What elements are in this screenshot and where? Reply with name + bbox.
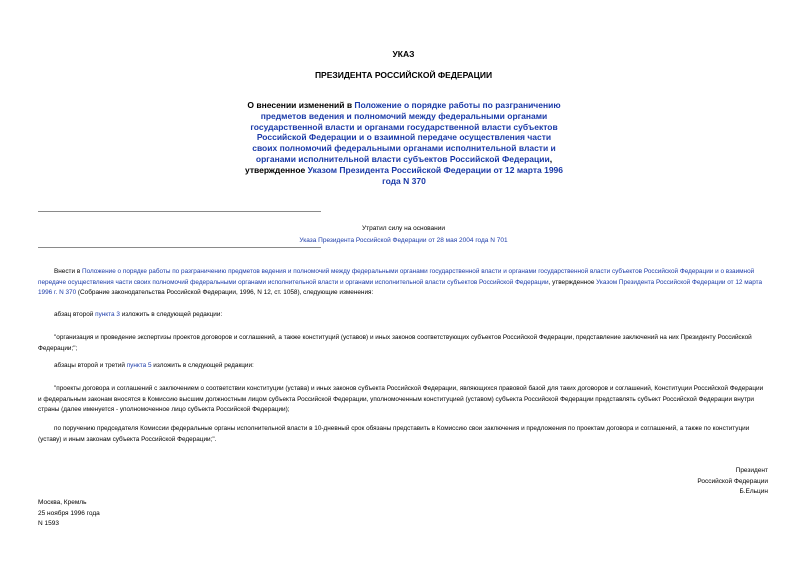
p4-prefix: абзацы второй и третий (54, 362, 127, 369)
paragraph-item5-text-2: по поручению председателя Комиссии федеральные органы исполнительной власти в 10-дневный срок обязаны представить в Комиссию свои заключения и предложения по проектам договора и соглашений, а также по конституции (уставу) и иным законам субъекта Российской Федерации;". (38, 425, 750, 443)
p1-decree-link[interactable]: Указом Президента Российской Федерации от 12 марта 1996 г. N 370 (38, 278, 763, 296)
paragraph-amend-item3 (38, 310, 768, 321)
p2-prefix: абзац второй (54, 311, 96, 318)
subject-mid: , утвержденное (244, 153, 553, 175)
subject-prefix: О внесении изменений в (247, 100, 355, 110)
divider-top (38, 211, 321, 212)
place-date: 25 ноября 1996 года (38, 509, 100, 517)
expired-note (0, 223, 807, 247)
signature-name: Б.Ельцин (739, 488, 768, 495)
place-date-block (38, 498, 100, 530)
subject-decree-link[interactable]: Указом Президента Российской Федерации от 12 марта 1996 года N 370 (307, 164, 564, 186)
decree-subject (244, 100, 564, 186)
decree-title: УКАЗ (392, 49, 415, 59)
paragraph-amend-item5 (38, 361, 768, 372)
p4-suffix: изложить в следующей редакции: (151, 362, 254, 369)
p2-suffix: изложить в следующей редакции: (119, 311, 223, 318)
expired-basis-text: Утратил силу на основании (361, 225, 446, 232)
signature-title: Президент (735, 467, 768, 474)
p1-prefix: Внести в (54, 268, 82, 275)
p2-item3-link[interactable]: пункта 3 (95, 311, 120, 318)
subject-regulation-link[interactable]: Положение о порядке работы по разграничению предметов ведения и полномочий между федеральными органами государственной власти и органами государственной власти субъектов Российской Федерации и о взаимной передаче осуществления части своих полномочий федеральными органами исполнительной власти и органами исполнительной власти субъектов Российской Федерации (250, 100, 561, 164)
paragraph-intro (38, 267, 768, 299)
paragraph-item3-text: "организация и проведение экспертизы проектов договоров и соглашений, а также конституций (уставов) и иных законов соответствующих субъектов Российской Федерации, представление заключений на них Президенту Российской Федерации;"; (38, 334, 752, 352)
signature-block (600, 466, 768, 498)
p1-mid: , утвержденное (548, 278, 597, 286)
decree-issuer: ПРЕЗИДЕНТА РОССИЙСКОЙ ФЕДЕРАЦИИ (314, 70, 493, 80)
p4-item5-link[interactable]: пункта 5 (126, 362, 152, 369)
divider-bottom (38, 247, 321, 248)
signature-country: Российской Федерации (697, 477, 768, 485)
place-number: N 1593 (38, 520, 59, 527)
place-city: Москва, Кремль (38, 499, 87, 506)
p1-regulation-link[interactable]: Положение о порядке работы по разграничению предметов ведения и полномочий между федеральными органами государственной власти и органами государственной власти субъектов Российской Федерации и о взаимной передаче осуществления части своих полномочий федеральными органами исполнительной власти и органами исполнительной власти субъектов Российской Федерации (38, 268, 755, 286)
expired-decree-link[interactable]: Указа Президента Российской Федерации от 28 мая 2004 года N 701 (299, 237, 508, 244)
p1-suffix: (Собрание законодательства Российской Федерации, 1996, N 12, ст. 1058), следующие изменения: (76, 289, 374, 296)
paragraph-item5-text-1: "проекты договора и соглашений с заключением о соответствии конституции (устава) и иных законов субъекта Российской Федерации, являющихся правовой базой для таких договоров и соглашений, Конституции Российской Федерации и федеральным законам вносятся в Комиссию высшим должностным лицом субъекта Российской Федерации, уполномоченным конституцией (уставом) субъекта Российской Федерации представлять субъект Российской Федерации внутри страны (далее именуется - уполномоченное лицо субъекта Российской Федерации); (38, 385, 764, 413)
